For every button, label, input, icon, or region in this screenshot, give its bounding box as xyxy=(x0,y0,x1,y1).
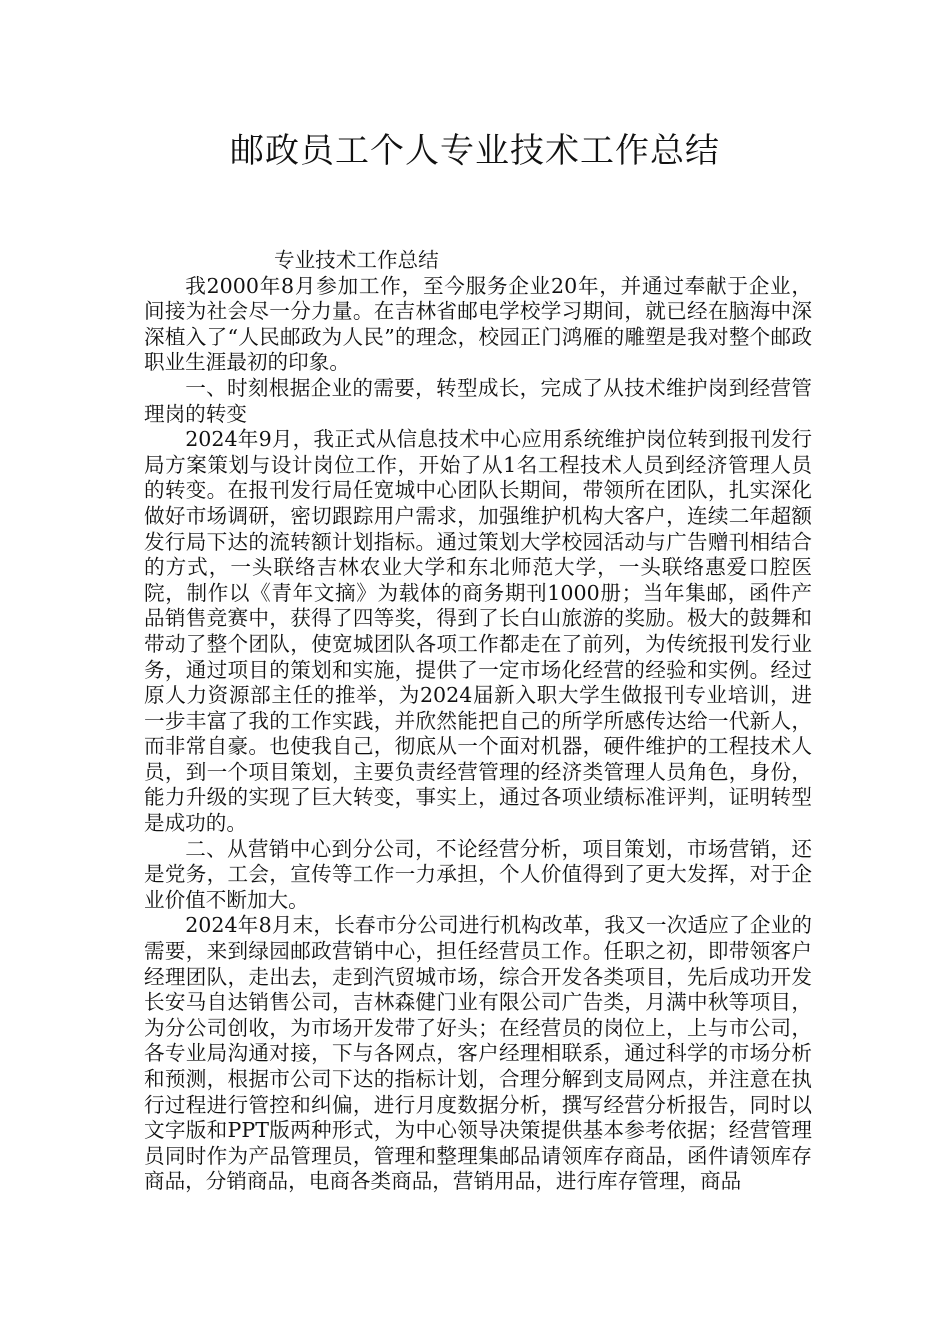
paragraph-section-1: 2024年9月，我正式从信息技术中心应用系统维护岗位转到报刊发行局方案策划与设计岗位工作，开始了从1名工程技术人员到经济管理人员的转变。在报刊发行局任宽城中心团队长期间，带领所在团队，扎实深化做好市场调研，密切跟踪用户需求，加强维护机构大客户，连续二年超额发行局下达的流转额计划指标。通过策划大学校园活动与广告赠刊相结合的方式，一头联络吉林农业大学和东北师范大学，一头联络惠爱口腔医院，制作以《青年文摘》为载体的商务期刊1000册；当年集邮，函件产品销售竞赛中，获得了四等奖，得到了长白山旅游的奖励。极大的鼓舞和带动了整个团队，使宽城团队各项工作都走在了前列，为传统报刊发行业务，通过项目的策划和实施，提供了一定市场化经营的经验和实例。经过原人力资源部主任的推举，为2024届新入职大学生做报刊专业培训，进一步丰富了我的工作实践，并欣然能把自己的所学所感传达给一代新人，而非常自豪。也使我自己，彻底从一个面对机器，硬件维护的工程技术人员，到一个项目策划，主要负责经营管理的经济类管理人员角色，身份，能力升级的实现了巨大转变，事实上，通过各项业绩标准评判，证明转型是成功的。 xyxy=(144,427,812,836)
section-heading-1: 一、时刻根据企业的需要，转型成长，完成了从技术维护岗到经营管理岗的转变 xyxy=(144,375,812,426)
paragraph-intro: 我2000年8月参加工作，至今服务企业20年，并通过奉献于企业，间接为社会尽一分力量。在吉林省邮电学校学习期间，就已经在脑海中深深植入了“人民邮政为人民”的理念，校园正门鸿雁的雕塑是我对整个邮政职业生涯最初的印象。 xyxy=(144,273,812,375)
paragraph-section-2: 2024年8月末，长春市分公司进行机构改革，我又一次适应了企业的需要，来到绿园邮政营销中心，担任经营员工作。任职之初，即带领客户经理团队，走出去，走到汽贸城市场，综合开发各类项目，先后成功开发长安马自达销售公司，吉林森健门业有限公司广告类，月满中秋等项目，为分公司创收，为市场开发带了好头；在经营员的岗位上，上与市公司，各专业局沟通对接，下与各网点，客户经理相联系，通过科学的市场分析和预测，根据市公司下达的指标计划，合理分解到支局网点，并注意在执行过程进行管控和纠偏，进行月度数据分析，撰写经营分析报告，同时以文字版和PPT版两种形式，为中心领导决策提供基本参考依据；经营管理员同时作为产品管理员，管理和整理集邮品请领库存商品，函件请领库存商品，分销商品，电商各类商品，营销用品，进行库存管理，商品 xyxy=(144,913,812,1194)
section-subtitle: 专业技术工作总结 xyxy=(274,248,439,272)
document-title: 邮政员工个人专业技术工作总结 xyxy=(230,131,720,171)
document-body xyxy=(144,248,812,1195)
section-heading-2: 二、从营销中心到分公司，不论经营分析，项目策划，市场营销，还是党务，工会，宣传等工作一力承担，个人价值得到了更大发挥，对于企业价值不断加大。 xyxy=(144,836,812,912)
